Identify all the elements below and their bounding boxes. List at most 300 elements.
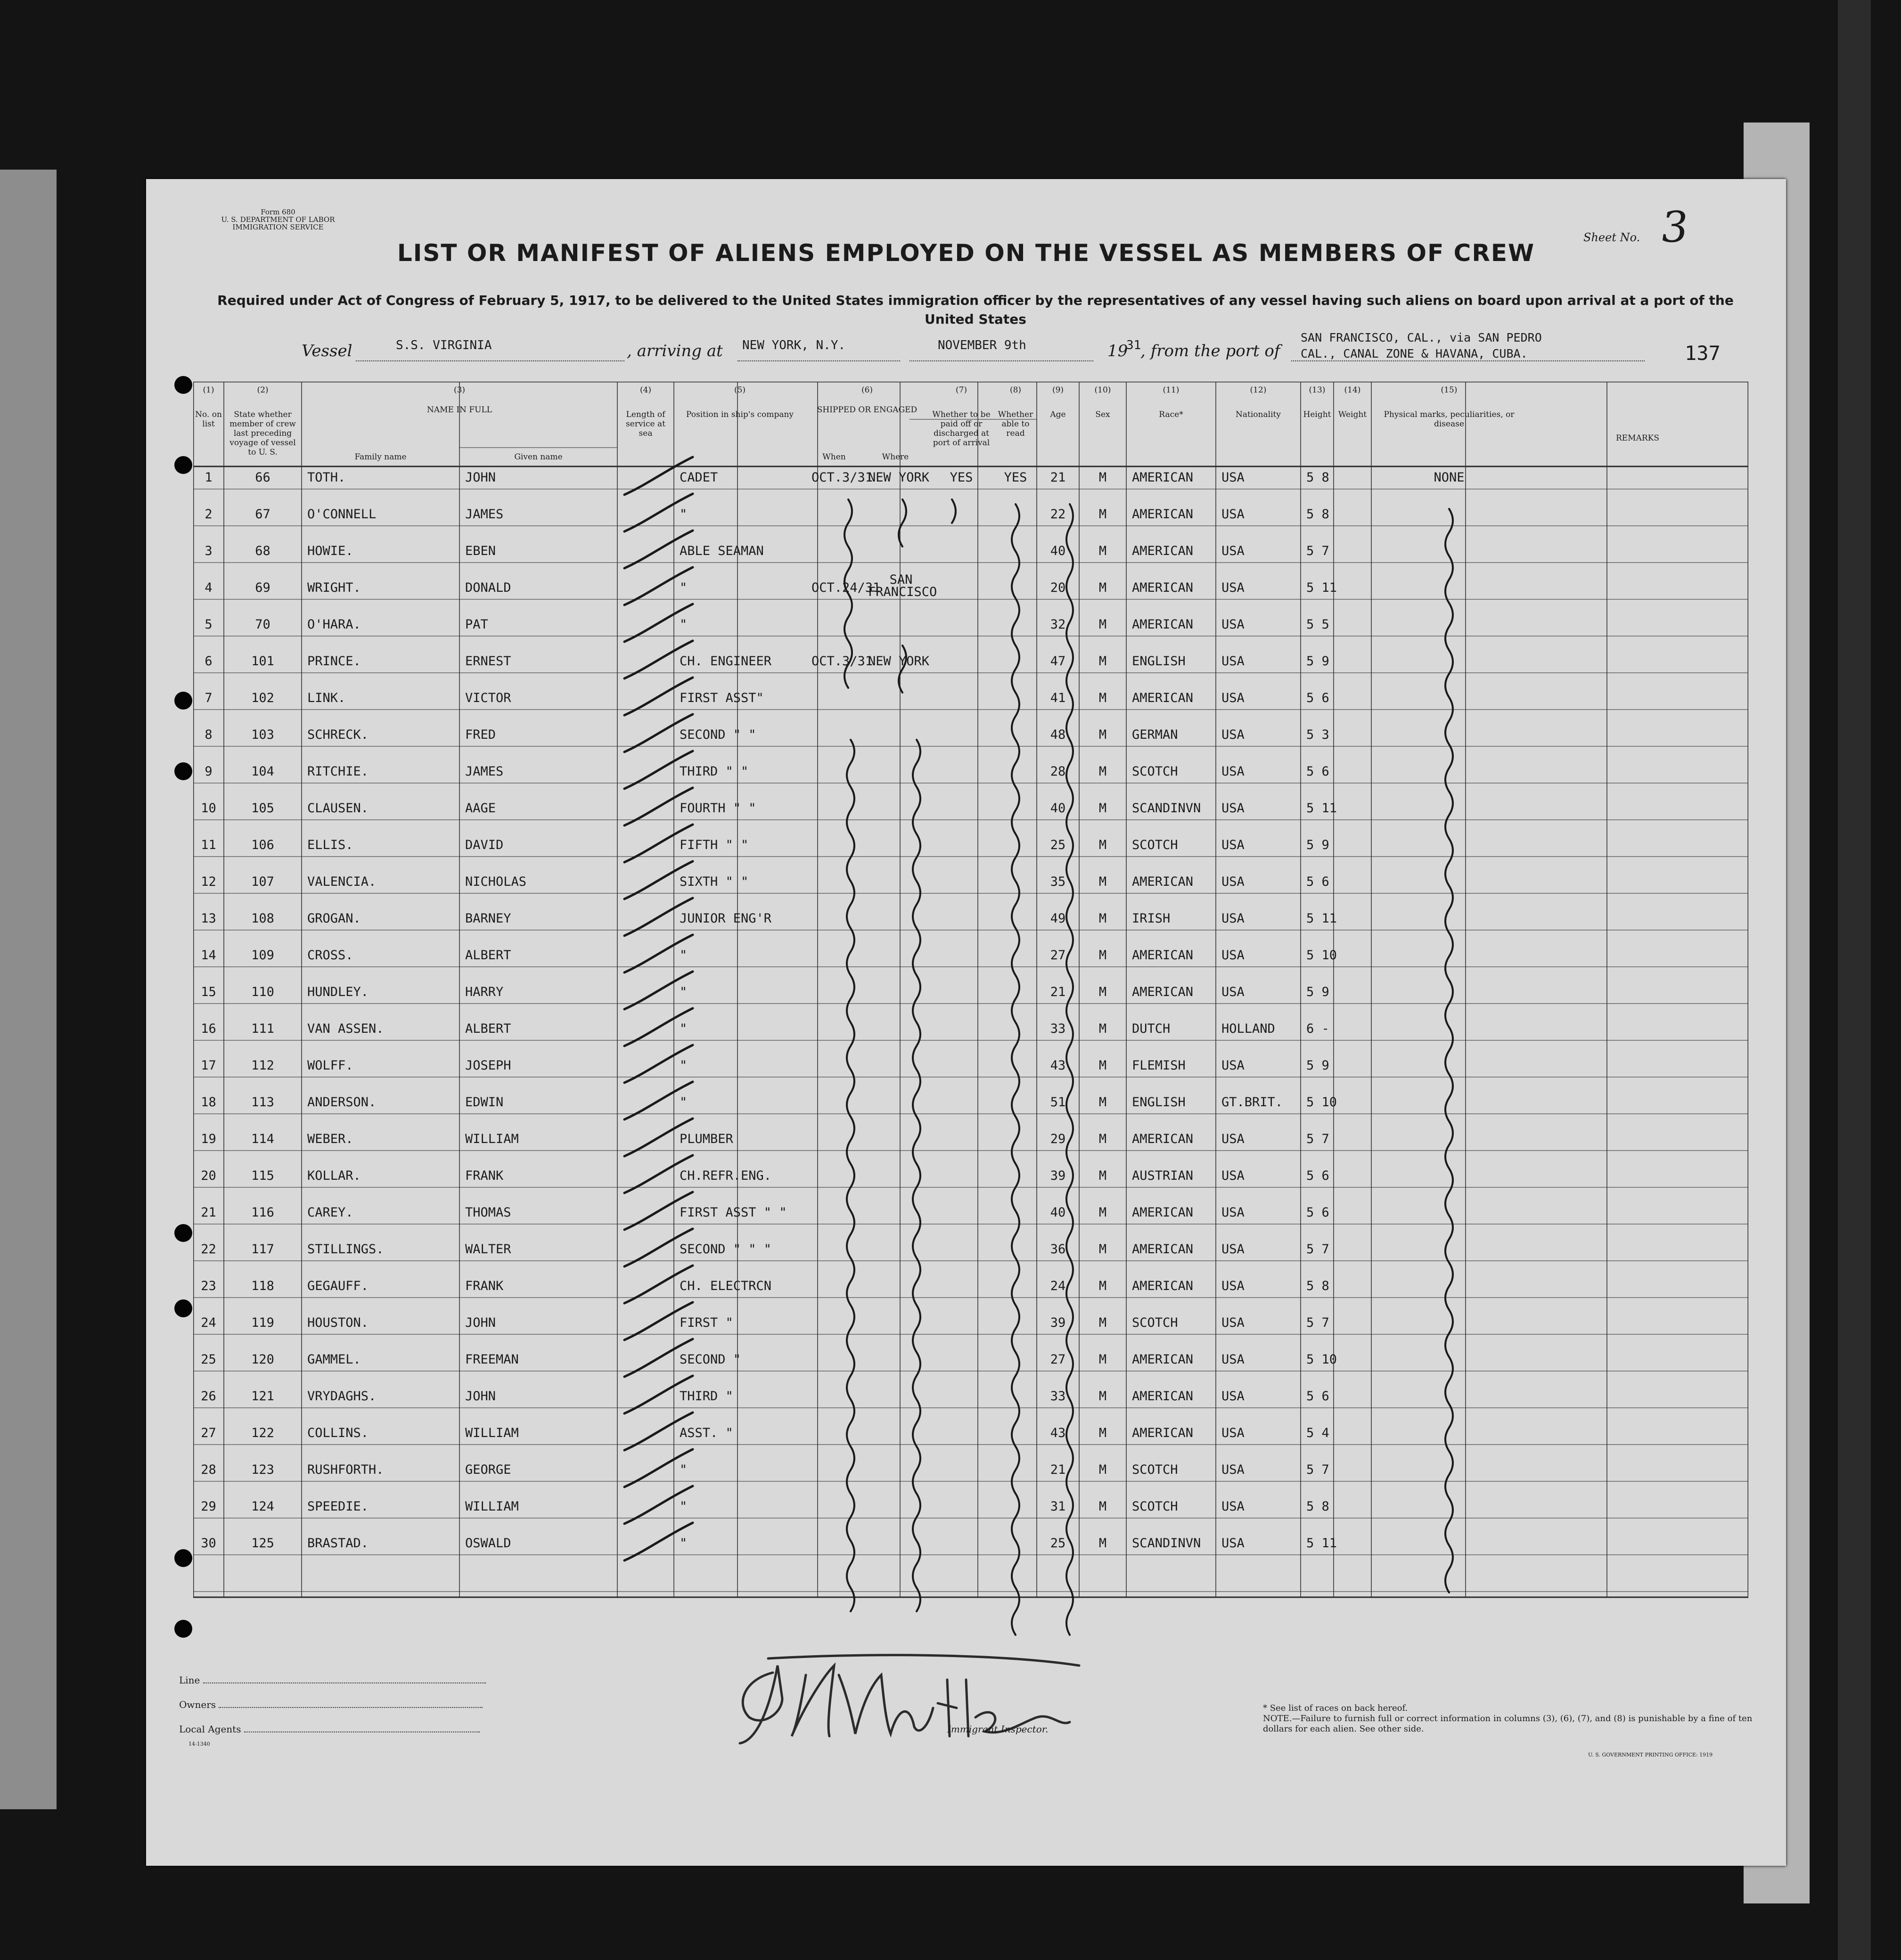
cell-prev: 123: [251, 1462, 274, 1477]
cell-height: 5 6: [1306, 764, 1329, 779]
cell-age: 25: [1050, 838, 1066, 852]
column-subheader: Family name: [354, 452, 407, 462]
manifest-sheet: [146, 179, 1786, 1866]
cell-nat: GT.BRIT.: [1221, 1095, 1283, 1110]
column-number: (15): [1441, 385, 1458, 395]
cell-height: 5 10: [1306, 1352, 1337, 1367]
cell-race: AMERICAN: [1132, 1352, 1194, 1367]
cell-age: 21: [1050, 1462, 1066, 1477]
cell-given: EDWIN: [465, 1095, 504, 1110]
cell-family: BRASTAD.: [307, 1536, 369, 1551]
cell-family: VAN ASSEN.: [307, 1021, 384, 1036]
cell-race: AMERICAN: [1132, 691, 1194, 705]
cell-age: 35: [1050, 874, 1066, 889]
from-port-line-2: CAL., CANAL ZONE & HAVANA, CUBA.: [1301, 347, 1528, 360]
cell-nat: USA: [1221, 1205, 1245, 1220]
cell-where: NEW YORK: [868, 470, 930, 485]
cell-age: 21: [1050, 470, 1066, 485]
cell-position: ": [680, 1058, 688, 1073]
cell-race: AMERICAN: [1132, 617, 1194, 632]
cell-family: HOUSTON.: [307, 1315, 369, 1330]
cell-age: 36: [1050, 1242, 1066, 1257]
vessel-label: Vessel: [302, 342, 352, 360]
cell-height: 5 11: [1306, 801, 1337, 816]
cell-marks: NONE: [1434, 470, 1465, 485]
cell-position: ": [680, 985, 688, 999]
cell-prev: 103: [251, 727, 274, 742]
cell-sex: M: [1098, 507, 1107, 522]
cell-sex: M: [1098, 1389, 1107, 1404]
cell-nat: USA: [1221, 838, 1245, 852]
cell-position: ": [680, 617, 688, 632]
cell-height: 5 8: [1306, 1499, 1329, 1514]
document-subtitle: Required under Act of Congress of February 5, 1917, to be delivered to the United States immigration officer by the representatives of any vessel having such aliens on board upon arrival at a port of the United States: [217, 293, 1734, 327]
service-name: IMMIGRATION SERVICE: [232, 223, 324, 231]
cell-height: 5 7: [1306, 1242, 1329, 1257]
cell-height: 5 6: [1306, 691, 1329, 705]
cell-age: 22: [1050, 507, 1066, 522]
cell-prev: 119: [251, 1315, 274, 1330]
cell-prev: 68: [255, 544, 270, 558]
cell-prev: 101: [251, 654, 274, 669]
cell-family: GEGAUFF.: [307, 1279, 369, 1293]
column-header: SHIPPED OR ENGAGED: [817, 405, 918, 415]
cell-no: 6: [205, 654, 213, 669]
cell-family: RITCHIE.: [307, 764, 369, 779]
cell-given: JOHN: [465, 1389, 496, 1404]
cell-where: SAN FRANCISCO: [868, 572, 937, 599]
cell-race: AMERICAN: [1132, 580, 1194, 595]
cell-family: WRIGHT.: [307, 580, 361, 595]
cell-sex: M: [1098, 948, 1107, 963]
cell-height: 5 9: [1306, 1058, 1329, 1073]
cell-nat: USA: [1221, 1242, 1245, 1257]
vessel-underline: [356, 360, 624, 361]
cell-family: O'HARA.: [307, 617, 361, 632]
cell-race: AMERICAN: [1132, 470, 1194, 485]
cell-height: 5 8: [1306, 507, 1329, 522]
cell-given: JOHN: [465, 1315, 496, 1330]
cell-given: ALBERT: [465, 1021, 511, 1036]
cell-family: GAMMEL.: [307, 1352, 361, 1367]
column-number: (10): [1094, 385, 1111, 395]
cell-age: 41: [1050, 691, 1066, 705]
cell-position: JUNIOR ENG'R: [680, 911, 772, 926]
arriving-underline: [737, 360, 900, 361]
cell-height: 5 8: [1306, 470, 1329, 485]
column-header: Whether to be paid off or discharged at port of arrival: [932, 410, 991, 448]
cell-age: 25: [1050, 1536, 1066, 1551]
cell-given: FRED: [465, 727, 496, 742]
cell-nat: HOLLAND: [1221, 1021, 1275, 1036]
cell-given: JAMES: [465, 507, 504, 522]
cell-race: SCANDINVN: [1132, 1536, 1201, 1551]
cell-prev: 108: [251, 911, 274, 926]
cell-age: 31: [1050, 1499, 1066, 1514]
cell-age: 21: [1050, 985, 1066, 999]
cell-age: 33: [1050, 1021, 1066, 1036]
cell-family: TOTH.: [307, 470, 346, 485]
cell-no: 13: [201, 911, 216, 926]
cell-age: 39: [1050, 1168, 1066, 1183]
cell-position: ": [680, 507, 688, 522]
cell-family: CROSS.: [307, 948, 353, 963]
punch-hole: [174, 1224, 192, 1242]
cell-nat: USA: [1221, 764, 1245, 779]
column-subheader: When: [822, 452, 846, 462]
cell-given: JOSEPH: [465, 1058, 511, 1073]
cell-position: ": [680, 580, 688, 595]
cell-position: ASST. ": [680, 1426, 733, 1440]
cell-given: AAGE: [465, 801, 496, 816]
cell-given: ALBERT: [465, 948, 511, 963]
cell-given: OSWALD: [465, 1536, 511, 1551]
cell-no: 30: [201, 1536, 216, 1551]
cell-race: AMERICAN: [1132, 985, 1194, 999]
cell-position: FIRST ASST": [680, 691, 764, 705]
cell-age: 48: [1050, 727, 1066, 742]
cell-nat: USA: [1221, 470, 1245, 485]
line-label: Line: [179, 1668, 486, 1692]
cell-height: 6 -: [1306, 1021, 1329, 1036]
cell-sex: M: [1098, 1242, 1107, 1257]
column-subheader: Given name: [514, 452, 563, 462]
handwritten-stroke: [1445, 509, 1453, 1592]
column-header: State whether member of crew last preceding voyage of vessel to U. S.: [229, 410, 296, 457]
cell-height: 5 6: [1306, 1168, 1329, 1183]
form-identifier: [207, 208, 349, 231]
cell-family: CLAUSEN.: [307, 801, 369, 816]
punch-hole: [174, 1549, 192, 1567]
agents-code: 14-1340: [188, 1741, 210, 1747]
cell-family: SCHRECK.: [307, 727, 369, 742]
cell-sex: M: [1098, 617, 1107, 632]
cell-prev: 120: [251, 1352, 274, 1367]
cell-position: FOURTH " ": [680, 801, 756, 816]
cell-family: WEBER.: [307, 1132, 353, 1146]
cell-family: HOWIE.: [307, 544, 353, 558]
cell-age: 40: [1050, 544, 1066, 558]
punch-hole: [174, 762, 192, 780]
cell-age: 33: [1050, 1389, 1066, 1404]
cell-age: 43: [1050, 1426, 1066, 1440]
footer-notes: [1263, 1703, 1758, 1734]
cell-no: 24: [201, 1315, 216, 1330]
punch-hole: [174, 1620, 192, 1638]
cell-family: ELLIS.: [307, 838, 353, 852]
cell-height: 5 11: [1306, 580, 1337, 595]
cell-position: CADET: [680, 470, 718, 485]
column-number: (9): [1052, 385, 1064, 395]
cell-age: 39: [1050, 1315, 1066, 1330]
date-underline: [910, 360, 1093, 361]
cell-position: ": [680, 948, 688, 963]
column-header: Height: [1303, 410, 1331, 419]
inspector-signature: [712, 1647, 1136, 1750]
cell-family: WOLFF.: [307, 1058, 353, 1073]
cell-race: FLEMISH: [1132, 1058, 1186, 1073]
cell-prev: 115: [251, 1168, 274, 1183]
punch-hole: [174, 1299, 192, 1317]
cell-family: HUNDLEY.: [307, 985, 369, 999]
cell-prev: 112: [251, 1058, 274, 1073]
cell-sex: M: [1098, 691, 1107, 705]
cell-no: 3: [205, 544, 213, 558]
cell-age: 43: [1050, 1058, 1066, 1073]
cell-read: YES: [1004, 470, 1027, 485]
column-number: (8): [1009, 385, 1022, 395]
cell-nat: USA: [1221, 1132, 1245, 1146]
cell-position: SECOND " ": [680, 727, 756, 742]
cell-height: 5 7: [1306, 1462, 1329, 1477]
cell-prev: 102: [251, 691, 274, 705]
cell-race: AMERICAN: [1132, 1205, 1194, 1220]
cell-nat: USA: [1221, 1279, 1245, 1293]
column-header: NAME IN FULL: [426, 405, 492, 415]
cell-prev: 116: [251, 1205, 274, 1220]
cell-no: 25: [201, 1352, 216, 1367]
cell-given: ERNEST: [465, 654, 511, 669]
cell-nat: USA: [1221, 1315, 1245, 1330]
cell-position: ": [680, 1536, 688, 1551]
cell-nat: USA: [1221, 874, 1245, 889]
cell-no: 18: [201, 1095, 216, 1110]
sheet-number: 3: [1657, 203, 1692, 252]
cell-race: AMERICAN: [1132, 1242, 1194, 1257]
cell-position: SECOND ": [680, 1352, 741, 1367]
cell-age: 49: [1050, 911, 1066, 926]
cell-given: FREEMAN: [465, 1352, 519, 1367]
cell-height: 5 7: [1306, 1315, 1329, 1330]
cell-given: WALTER: [465, 1242, 511, 1257]
cell-prev: 66: [255, 470, 270, 485]
cell-prev: 70: [255, 617, 270, 632]
cell-given: JAMES: [465, 764, 504, 779]
cell-nat: USA: [1221, 948, 1245, 963]
cell-nat: USA: [1221, 801, 1245, 816]
column-header: Whether able to read: [998, 410, 1033, 438]
cell-position: CH.REFR.ENG.: [680, 1168, 772, 1183]
form-number: Form 680: [261, 208, 295, 216]
cell-prev: 111: [251, 1021, 274, 1036]
cell-no: 21: [201, 1205, 216, 1220]
crew-manifest-table: [193, 382, 1748, 1658]
cell-race: SCANDINVN: [1132, 801, 1201, 816]
cell-position: THIRD ": [680, 1389, 733, 1404]
cell-nat: USA: [1221, 727, 1245, 742]
cell-no: 2: [205, 507, 213, 522]
cell-no: 14: [201, 948, 216, 963]
column-header: Position in ship's company: [686, 410, 794, 419]
cell-given: FRANK: [465, 1279, 504, 1293]
cell-position: FIRST ": [680, 1315, 733, 1330]
cell-sex: M: [1098, 1132, 1107, 1146]
cell-prev: 105: [251, 801, 274, 816]
cell-family: STILLINGS.: [307, 1242, 384, 1257]
column-header: Length of service at sea: [626, 410, 665, 438]
cell-race: AMERICAN: [1132, 948, 1194, 963]
penalty-note: NOTE.—Failure to furnish full or correct information in columns (3), (6), (7), and (8) is punishable by a fine of ten dollars for each alien. See other side.: [1263, 1714, 1753, 1734]
cell-position: ": [680, 1095, 688, 1110]
cell-height: 5 5: [1306, 617, 1329, 632]
cell-sex: M: [1098, 838, 1107, 852]
cell-age: 24: [1050, 1279, 1066, 1293]
cell-family: COLLINS.: [307, 1426, 369, 1440]
cell-height: 5 6: [1306, 874, 1329, 889]
cell-given: WILLIAM: [465, 1132, 519, 1146]
cell-no: 27: [201, 1426, 216, 1440]
cell-nat: USA: [1221, 691, 1245, 705]
cell-given: DAVID: [465, 838, 504, 852]
owners-label: Owners: [179, 1692, 486, 1717]
cell-prev: 109: [251, 948, 274, 963]
cell-where: NEW YORK: [868, 654, 930, 669]
punch-hole: [174, 692, 192, 710]
cell-sex: M: [1098, 727, 1107, 742]
sheet-label: Sheet No.: [1583, 231, 1640, 244]
cell-nat: USA: [1221, 544, 1245, 558]
cell-position: ABLE SEAMAN: [680, 544, 764, 558]
column-header: Race*: [1159, 410, 1183, 419]
cell-sex: M: [1098, 911, 1107, 926]
cell-nat: USA: [1221, 507, 1245, 522]
cell-when: OCT.3/31: [811, 654, 873, 669]
cell-race: ENGLISH: [1132, 654, 1186, 669]
column-number: (12): [1250, 385, 1267, 395]
cell-given: GEORGE: [465, 1462, 511, 1477]
cell-position: FIFTH " ": [680, 838, 749, 852]
handwritten-stroke: [952, 499, 956, 523]
punch-hole: [174, 376, 192, 394]
cell-height: 5 6: [1306, 1389, 1329, 1404]
cell-sex: M: [1098, 580, 1107, 595]
cell-age: 27: [1050, 1352, 1066, 1367]
footer-labels: [179, 1668, 486, 1747]
cell-prev: 107: [251, 874, 274, 889]
cell-position: THIRD " ": [680, 764, 749, 779]
cell-age: 29: [1050, 1132, 1066, 1146]
cell-prev: 113: [251, 1095, 274, 1110]
cell-prev: 118: [251, 1279, 274, 1293]
cell-given: WILLIAM: [465, 1499, 519, 1514]
cell-no: 17: [201, 1058, 216, 1073]
cell-position: CH. ENGINEER: [680, 654, 772, 669]
cell-race: GERMAN: [1132, 727, 1178, 742]
cell-age: 20: [1050, 580, 1066, 595]
handwritten-stroke: [913, 740, 920, 1611]
cell-sex: M: [1098, 1205, 1107, 1220]
cell-position: ": [680, 1462, 688, 1477]
cell-family: KOLLAR.: [307, 1168, 361, 1183]
cell-nat: USA: [1221, 1536, 1245, 1551]
handwritten-stroke: [1012, 504, 1019, 1635]
cell-sex: M: [1098, 985, 1107, 999]
column-number: (4): [639, 385, 652, 395]
cell-given: VICTOR: [465, 691, 511, 705]
column-number: (7): [955, 385, 967, 395]
cell-family: ANDERSON.: [307, 1095, 377, 1110]
cell-sex: M: [1098, 1499, 1107, 1514]
column-header: No. on list: [195, 410, 222, 429]
cell-no: 22: [201, 1242, 216, 1257]
cell-height: 5 9: [1306, 985, 1329, 999]
cell-no: 23: [201, 1279, 216, 1293]
cell-position: PLUMBER: [680, 1132, 733, 1146]
cell-race: DUTCH: [1132, 1021, 1171, 1036]
cell-nat: USA: [1221, 1499, 1245, 1514]
cell-no: 1: [205, 470, 213, 485]
cell-height: 5 7: [1306, 1132, 1329, 1146]
cell-given: BARNEY: [465, 911, 511, 926]
table-grid: [193, 382, 1748, 1658]
cell-prev: 114: [251, 1132, 274, 1146]
column-number: (13): [1309, 385, 1326, 395]
cell-sex: M: [1098, 801, 1107, 816]
cell-prev: 110: [251, 985, 274, 999]
cell-prev: 122: [251, 1426, 274, 1440]
cell-given: JOHN: [465, 470, 496, 485]
column-number: (3): [453, 385, 466, 395]
cell-race: AUSTRIAN: [1132, 1168, 1194, 1183]
cell-family: CAREY.: [307, 1205, 353, 1220]
column-header: REMARKS: [1615, 433, 1660, 443]
cell-no: 8: [205, 727, 213, 742]
cell-family: SPEEDIE.: [307, 1499, 369, 1514]
cell-family: O'CONNELL: [307, 507, 377, 522]
cell-sex: M: [1098, 1536, 1107, 1551]
cell-position: ": [680, 1499, 688, 1514]
cell-position: CH. ELECTRCN: [680, 1279, 772, 1293]
arrival-port: NEW YORK, N.Y.: [742, 338, 846, 352]
cell-sex: M: [1098, 1021, 1107, 1036]
arriving-label: , arriving at: [627, 342, 723, 360]
cell-height: 5 9: [1306, 838, 1329, 852]
arrival-date: NOVEMBER 9th: [938, 338, 1026, 352]
handwritten-stroke: [847, 740, 854, 1611]
cell-sex: M: [1098, 1095, 1107, 1110]
cell-race: AMERICAN: [1132, 544, 1194, 558]
from-port-label: , from the port of: [1140, 342, 1280, 360]
cell-height: 5 7: [1306, 544, 1329, 558]
cell-nat: USA: [1221, 911, 1245, 926]
cell-sex: M: [1098, 1462, 1107, 1477]
cell-prev: 124: [251, 1499, 274, 1514]
cell-nat: USA: [1221, 985, 1245, 999]
inspector-label: Immigrant Inspector.: [947, 1723, 1049, 1735]
cell-age: 47: [1050, 654, 1066, 669]
race-note: * See list of races on back hereof.: [1263, 1703, 1408, 1713]
cell-age: 27: [1050, 948, 1066, 963]
cell-no: 19: [201, 1132, 216, 1146]
cell-position: SECOND " " ": [680, 1242, 772, 1257]
underlying-page-left: [0, 170, 57, 1809]
cell-nat: USA: [1221, 654, 1245, 669]
cell-given: EBEN: [465, 544, 496, 558]
cell-prev: 104: [251, 764, 274, 779]
cell-sex: M: [1098, 1426, 1107, 1440]
from-port-underline: [1291, 360, 1645, 361]
cell-no: 28: [201, 1462, 216, 1477]
cell-nat: USA: [1221, 1462, 1245, 1477]
cell-height: 5 11: [1306, 1536, 1337, 1551]
cell-prev: 69: [255, 580, 270, 595]
cell-race: SCOTCH: [1132, 1499, 1178, 1514]
cell-nat: USA: [1221, 1168, 1245, 1183]
cell-race: AMERICAN: [1132, 1132, 1194, 1146]
cell-sex: M: [1098, 1168, 1107, 1183]
column-number: (11): [1163, 385, 1180, 395]
department-name: U. S. DEPARTMENT OF LABOR: [221, 215, 335, 224]
